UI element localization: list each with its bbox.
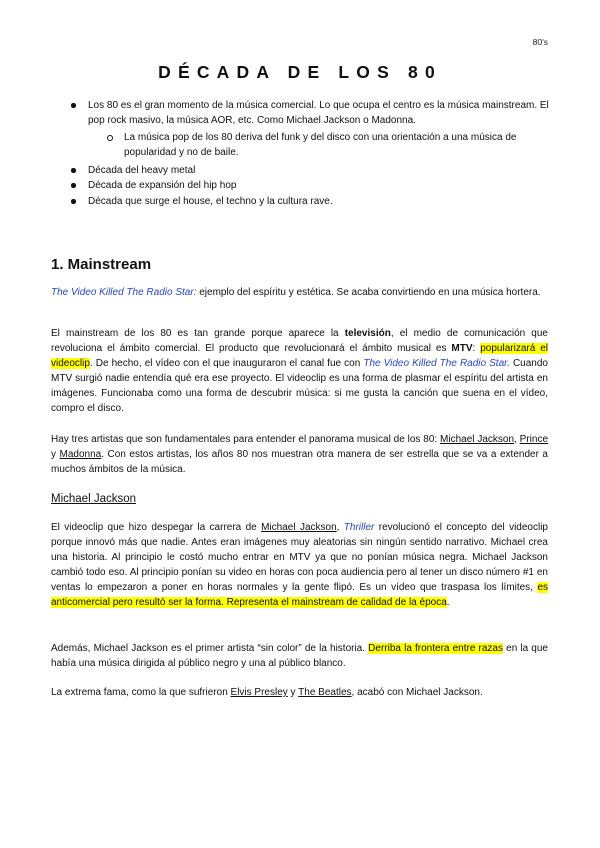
- link-prince[interactable]: Prince: [519, 434, 549, 445]
- subsection-heading-michael-jackson: Michael Jackson: [51, 493, 137, 505]
- highlight-razas: Derriba la frontera entre razas: [368, 643, 503, 654]
- paragraph-artists: Hay tres artistas que son fundamentales para entender el panorama musical de los 80: Michael Jackson, Prince y Madonna. Con estos artistas, los años 80 nos muestran otra manera de ser estrella que se va a extender a muchos ámbitos de la música.: [51, 434, 549, 476]
- bullet-item: [71, 194, 566, 209]
- bullet-item: [71, 163, 566, 178]
- bullet-text: Década del heavy metal: [88, 165, 196, 176]
- link-michael-jackson[interactable]: Michael Jackson: [440, 434, 515, 445]
- sub-bullet-text: La música pop de los 80 deriva del funk y del disco con una orientación a una música de popularidad y no de baile.: [124, 132, 517, 158]
- paragraph-mtv: El mainstream de los 80 es tan grande porque aparece la televisión, el medio de comunicación que revoluciona el ámbito comercial. El producto que revolucionará el ámbito musical es MTV: popularizará el videoclip. De hecho, el vídeo con el que inauguraron el canal fue con The Video Killed The Radio Star. Cuando MTV surgió nadie entendía qué era ese proyecto. El videoclip es una forma de plasmar el espíritu del artista en imágenes. Funcionaba como una forma de descubrir música: si me gusta la canción que suena en el vídeo, compro el disco.: [51, 328, 548, 415]
- paragraph-video-killed: The Video Killed The Radio Star: ejemplo del espíritu y estética. Se acaba convirtiendo en una música hortera.: [51, 287, 541, 298]
- highlight-videoclip: popularizará el videoclip: [51, 343, 548, 370]
- emphasis-mtv: MTV: [451, 343, 473, 355]
- section-heading: 1. Mainstream: [51, 256, 152, 273]
- page-title: DÉCADA DE LOS 80: [158, 62, 442, 82]
- bullet-dot-icon: [71, 168, 76, 173]
- link-the-beatles[interactable]: The Beatles: [298, 687, 352, 698]
- bullet-text: Los 80 es el gran momento de la música comercial. Lo que ocupa el centro es la música mainstream. El pop rock masivo, la música AOR, etc. Como Michael Jackson o Madonna.: [88, 100, 549, 126]
- bullet-dot-icon: [71, 199, 76, 204]
- running-header: 80's: [532, 37, 548, 47]
- bullet-text: Década que surge el house, el techno y la cultura rave.: [88, 196, 333, 207]
- bullet-item: [71, 98, 566, 128]
- link-elvis-presley[interactable]: Elvis Presley: [230, 687, 288, 698]
- paragraph-fama: La extrema fama, como la que sufrieron Elvis Presley y The Beatles, acabó con Michael Jackson.: [51, 687, 483, 698]
- link-madonna[interactable]: Madonna: [59, 449, 102, 461]
- song-title: The Video Killed The Radio Star:: [51, 287, 197, 298]
- sub-bullet-item: [107, 130, 566, 160]
- song-title-thriller: Thriller: [343, 522, 375, 533]
- paragraph-thriller: El videoclip que hizo despegar la carrera de Michael Jackson, Thriller revolucionó el concepto del videoclip porque innovó más que nadie. Antes eran imágenes muy aleatorias sin ningún sentido narrativo. Michael crea una historia. Al principio le costó mucho entrar en MTV ya que no ponían música negra. Michael Jackson cambió todo eso. Al principio ponían su video en horas con poca audiencia pero al tener un disco número #1 en ventas lo empezaron a poner en horas normales y la gente flipó. Es un vídeo que traspasa los límites, es anticomercial pero resultó ser la forma. Representa el mainstream de calidad de la época.: [51, 522, 548, 609]
- song-title: The Video Killed The Radio Star.: [363, 358, 510, 370]
- paragraph-sin-color: Además, Michael Jackson es el primer artista “sin color” de la historia. Derriba la frontera entre razas en la que había una música dirigida al público negro y una al público blanco.: [51, 643, 548, 670]
- bullet-item: [71, 178, 566, 193]
- bullet-dot-icon: [71, 183, 76, 188]
- bullet-text: Década de expansión del hip hop: [88, 180, 237, 191]
- bullet-dot-icon: [71, 103, 76, 108]
- emphasis-television: televisión: [344, 328, 391, 339]
- hollow-bullet-icon: [107, 135, 113, 141]
- link-michael-jackson[interactable]: Michael Jackson: [261, 522, 337, 533]
- highlight-anticomercial: es anticomercial pero resultó ser la forma. Representa el mainstream de calidad de la época: [51, 582, 548, 609]
